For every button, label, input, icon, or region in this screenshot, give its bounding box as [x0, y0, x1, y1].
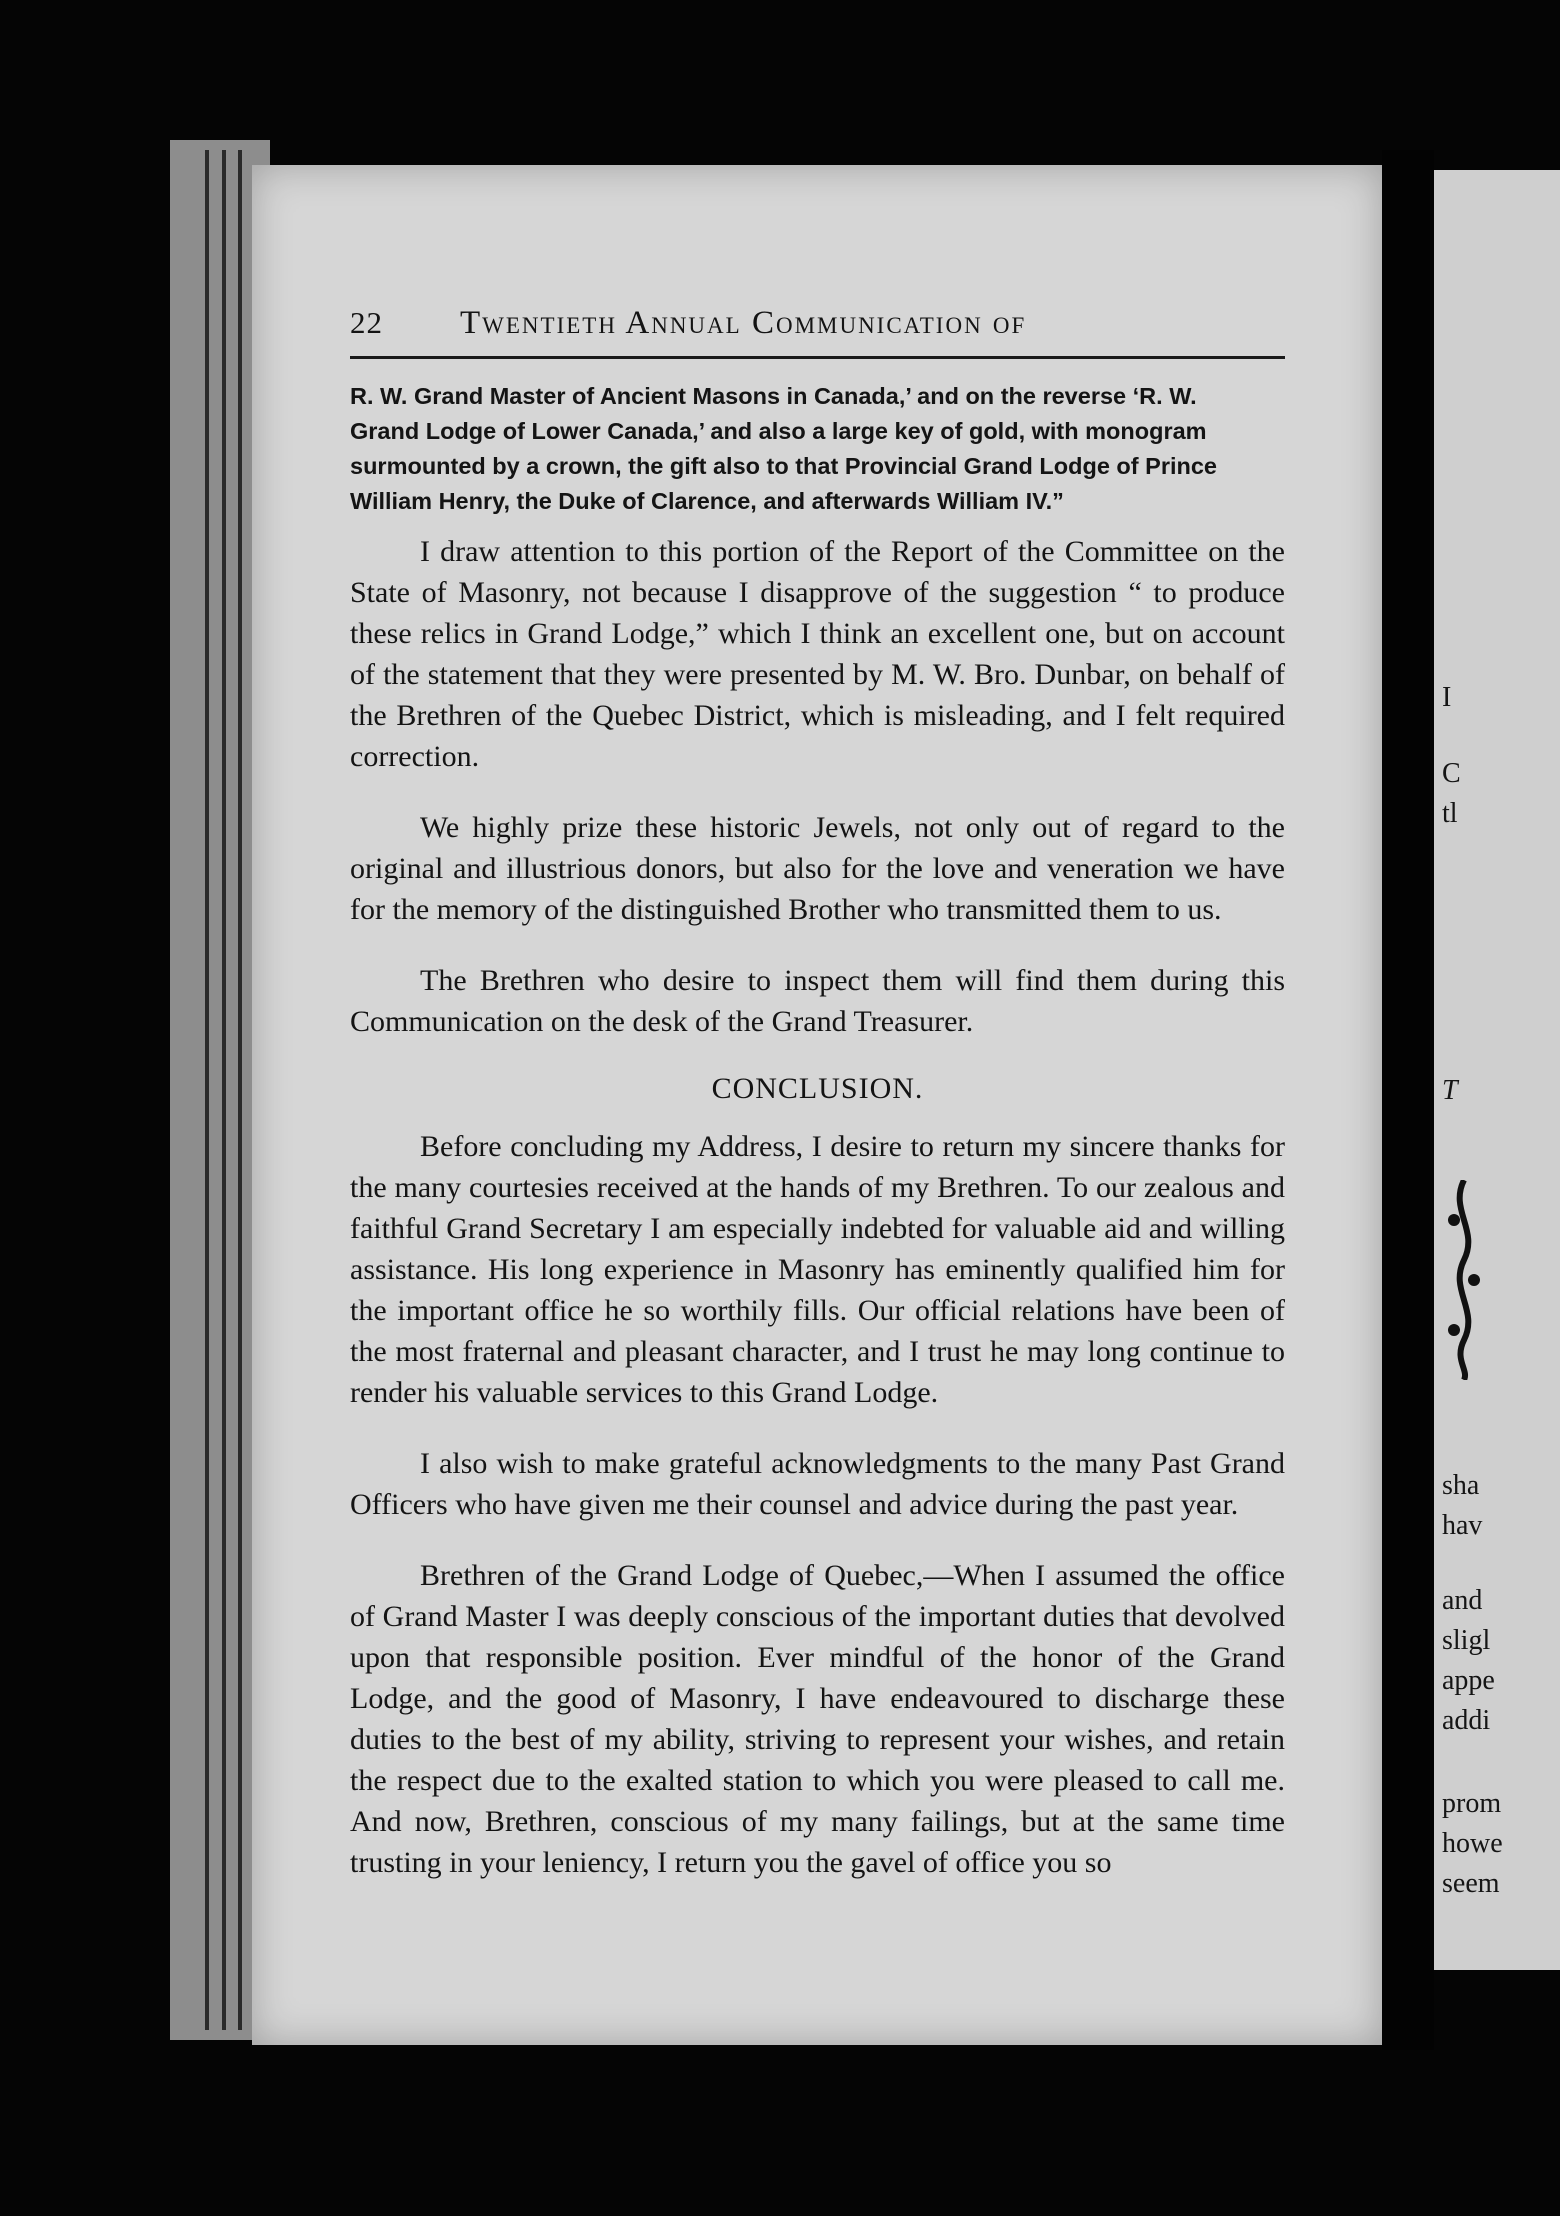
quote-line: William Henry, the Duke of Clarence, and afterwards William IV.”: [350, 488, 1064, 514]
page-edge-line: [205, 150, 209, 2030]
quote-line: R. W. Grand Master of Ancient Masons in Canada,’ and on the reverse ‘R. W.: [350, 383, 1197, 409]
header-rule: [350, 356, 1285, 359]
book-page: [252, 165, 1382, 2045]
adjacent-page-fragment: [1434, 170, 1560, 1970]
quote-line: Grand Lodge of Lower Canada,’ and also a large key of gold, with monogram: [350, 418, 1207, 444]
body-paragraph: We highly prize these historic Jewels, not only out of regard to the original and illustrious donors, but also for the love and veneration we have for the memory of the distinguished Brother who transmitted them to us.: [350, 811, 1285, 926]
book-gutter: [1382, 150, 1434, 2050]
fragment-text: I: [1442, 682, 1452, 713]
page-header: [350, 305, 1285, 342]
conclusion-paragraph: I also wish to make grateful acknowledgments to the many Past Grand Officers who have given me their counsel and advice during the past year.: [350, 1447, 1285, 1521]
running-head: Twentieth Annual Communication of: [460, 305, 1027, 341]
conclusion-paragraph: Brethren of the Grand Lodge of Quebec,—When I assumed the office of Grand Master I was deeply conscious of the important duties that devolved upon that responsible position. Ever mindful of the honor of the Grand Lodge, and the good of Masonry, I have endeavoured to discharge these duties to the best of my ability, striving to represent your wishes, and retain the respect due to the exalted station to which you were pleased to call me. And now, Brethren, conscious of my many failings, but at the same time trusting in your leniency, I return you the gavel of office you so: [350, 1559, 1285, 1879]
ornament-icon: [1444, 1180, 1484, 1380]
fragment-text: and: [1442, 1585, 1483, 1616]
fragment-text: prom: [1442, 1788, 1502, 1819]
fragment-text: hav: [1442, 1510, 1483, 1541]
fragment-text: sha: [1442, 1470, 1480, 1501]
page-edge-line: [238, 150, 242, 2030]
section-heading: CONCLUSION.: [711, 1072, 924, 1105]
body-paragraph: The Brethren who desire to inspect them will find them during this Communication on the desk of the Grand Treasurer.: [350, 964, 1285, 1038]
fragment-text: sligl: [1442, 1625, 1491, 1656]
fragment-text: seem: [1442, 1868, 1500, 1899]
fragment-text: tl: [1442, 798, 1458, 829]
body-paragraph: I draw attention to this portion of the Report of the Committee on the State of Masonry, not because I disapprove of the suggestion “ to produce these relics in Grand Lodge,” which I think an excellent one, but on account of the statement that they were presented by M. W. Bro. Dunbar, on behalf of the Brethren of the Quebec District, which is misleading, and I felt required correction.: [350, 535, 1285, 773]
fragment-text: addi: [1442, 1705, 1491, 1736]
page-text-block: [350, 305, 1285, 1913]
quote-line: surmounted by a crown, the gift also to that Provincial Grand Lodge of Prince: [350, 453, 1217, 479]
fragment-text: appe: [1442, 1665, 1495, 1696]
fragment-text: C: [1442, 758, 1461, 789]
conclusion-paragraph: Before concluding my Address, I desire to return my sincere thanks for the many courtesies received at the hands of my Brethren. To our zealous and faithful Grand Secretary I am especially indebted for valuable aid and willing assistance. His long experience in Masonry has eminently qualified him for the important office he so worthily fills. Our official relations have been of the most fraternal and pleasant character, and I trust he may long continue to render his valuable services to this Grand Lodge.: [350, 1130, 1285, 1409]
page-edge-line: [222, 150, 226, 2030]
quoted-report-excerpt: [350, 379, 1285, 519]
fragment-text: howe: [1442, 1828, 1503, 1859]
fragment-text: T: [1442, 1075, 1458, 1106]
page-number: 22: [350, 305, 383, 340]
